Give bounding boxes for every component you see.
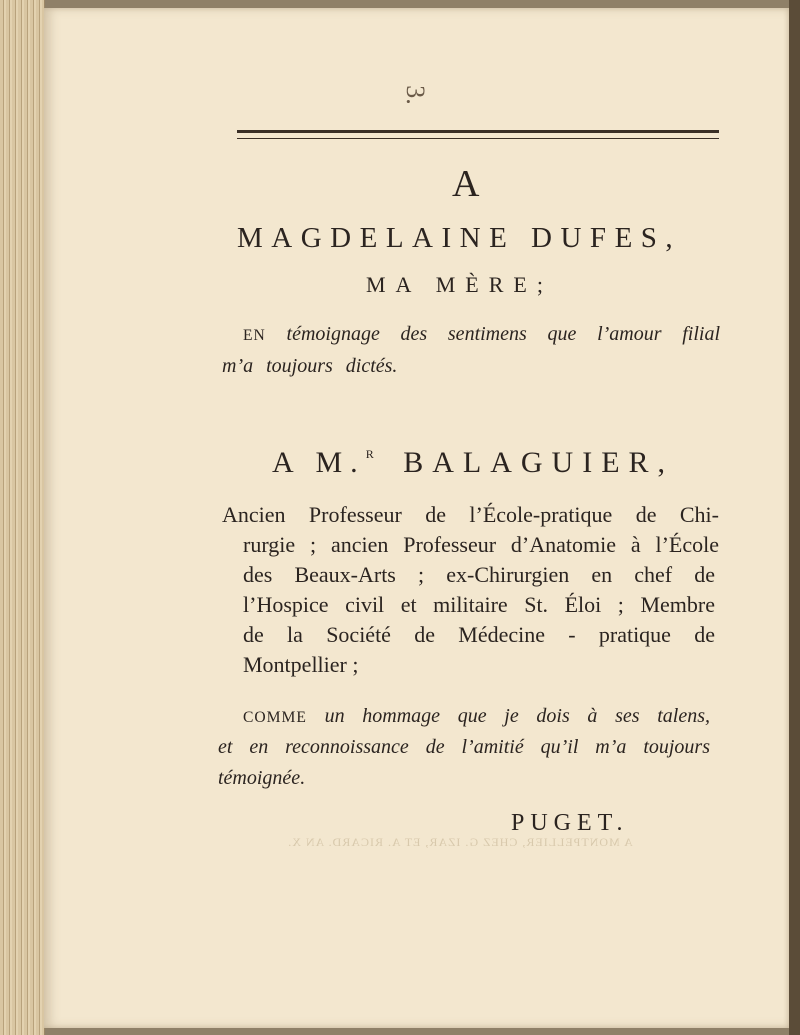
homage-line1-body: un hommage que je dois à ses talens, [324, 705, 710, 727]
second-to-sup: R [365, 447, 374, 461]
titles-line-5: de la Société de Médecine - pratique de [243, 622, 715, 647]
mother-text-line1-body: témoignage des sentimens que l’amour filial [286, 323, 721, 345]
folio-number: 3. [400, 85, 430, 105]
titles-line-1: Ancien Professeur de l’École-pratique de Chi- [222, 502, 719, 527]
homage-line2: et en reconnoissance de l’amitié qu’il m’a toujours [218, 736, 710, 758]
second-dedicatee [272, 446, 674, 480]
dedication-to: A [452, 163, 480, 205]
second-to-prefix: A M. [272, 446, 366, 479]
mother-text-line2: m’a toujours dictés. [222, 355, 398, 377]
signature: PUGET. [511, 810, 629, 836]
mother-name: MAGDELAINE DUFES, [237, 222, 682, 254]
header-rule [237, 130, 719, 139]
mother-relation: MA MÈRE; [366, 272, 553, 297]
right-edge [789, 0, 800, 1035]
titles-line-3: des Beaux-Arts ; ex-Chirurgien en chef de [243, 562, 715, 587]
homage-lead: COMME [243, 709, 307, 726]
titles-line-4: l’Hospice civil et militaire St. Éloi ; Membre [243, 592, 715, 617]
mother-text-line1 [243, 323, 720, 346]
titles-line-2: rurgie ; ancien Professeur d’Anatomie à l’École [243, 532, 719, 557]
page-edges [0, 0, 45, 1035]
show-through-imprint: A MONTPELLIER, CHEZ G. IZAR, ET A. RICARD. AN X. [287, 835, 633, 849]
homage-line1 [243, 705, 710, 728]
mother-text-lead: EN [243, 327, 266, 344]
titles-line-6: Montpellier ; [243, 652, 359, 677]
homage-line3: témoignée. [218, 767, 306, 789]
second-to-name: BALAGUIER, [403, 446, 675, 479]
